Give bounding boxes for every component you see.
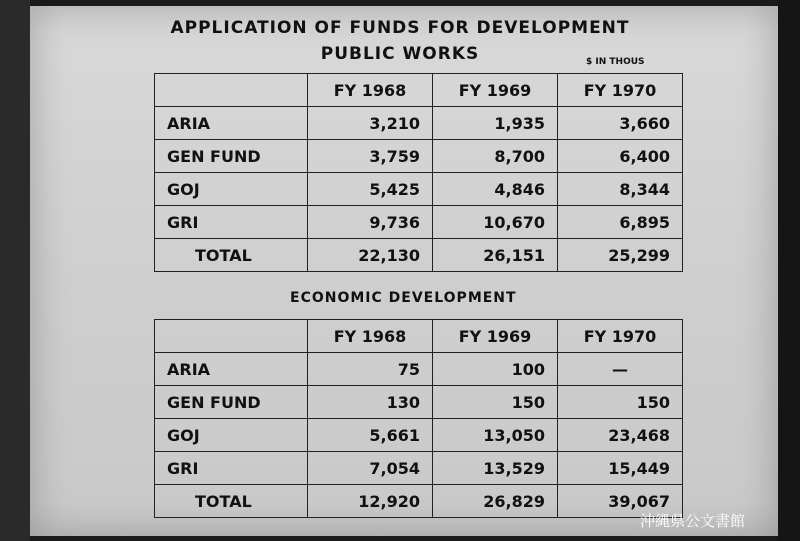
header-cell-empty xyxy=(155,320,308,353)
table-row xyxy=(155,353,683,386)
value-cell: 15,449 xyxy=(558,452,683,485)
total-cell: 25,299 xyxy=(558,239,683,272)
value-cell: 23,468 xyxy=(558,419,683,452)
row-label-total: TOTAL xyxy=(155,239,308,272)
value-cell-dash: — xyxy=(558,353,683,386)
row-label: ARIA xyxy=(155,107,308,140)
value-cell: 3,660 xyxy=(558,107,683,140)
table-row xyxy=(155,107,683,140)
header-cell: FY 1969 xyxy=(433,74,558,107)
table-row xyxy=(155,452,683,485)
value-cell: 9,736 xyxy=(308,206,433,239)
row-label: GEN FUND xyxy=(155,386,308,419)
total-row xyxy=(155,485,683,518)
total-cell: 26,151 xyxy=(433,239,558,272)
value-cell: 13,050 xyxy=(433,419,558,452)
table-header-row xyxy=(155,320,683,353)
table-row xyxy=(155,173,683,206)
unit-note: $ IN THOUS xyxy=(586,57,645,67)
header-cell-empty xyxy=(155,74,308,107)
table-header-row xyxy=(155,74,683,107)
value-cell: 8,700 xyxy=(433,140,558,173)
value-cell: 8,344 xyxy=(558,173,683,206)
value-cell: 6,895 xyxy=(558,206,683,239)
value-cell: 150 xyxy=(558,386,683,419)
value-cell: 100 xyxy=(433,353,558,386)
value-cell: 7,054 xyxy=(308,452,433,485)
total-cell: 22,130 xyxy=(308,239,433,272)
photo-border-right xyxy=(778,0,800,541)
row-label: GOJ xyxy=(155,173,308,206)
value-cell: 150 xyxy=(433,386,558,419)
value-cell: 13,529 xyxy=(433,452,558,485)
table-row xyxy=(155,386,683,419)
header-cell: FY 1969 xyxy=(433,320,558,353)
section-title-public-works: PUBLIC WORKS xyxy=(320,44,480,64)
value-cell: 4,846 xyxy=(433,173,558,206)
economic-development-table xyxy=(154,319,683,518)
header-cell: FY 1970 xyxy=(558,74,683,107)
table-row xyxy=(155,140,683,173)
value-cell: 6,400 xyxy=(558,140,683,173)
value-cell: 3,759 xyxy=(308,140,433,173)
header-cell: FY 1968 xyxy=(308,320,433,353)
value-cell: 3,210 xyxy=(308,107,433,140)
photo-border-left xyxy=(0,0,30,541)
total-cell: 39,067 xyxy=(558,485,683,518)
section-title-economic: ECONOMIC DEVELOPMENT xyxy=(290,290,517,306)
row-label: GEN FUND xyxy=(155,140,308,173)
row-label: GRI xyxy=(155,206,308,239)
value-cell: 75 xyxy=(308,353,433,386)
value-cell: 5,661 xyxy=(308,419,433,452)
row-label: GRI xyxy=(155,452,308,485)
header-cell: FY 1970 xyxy=(558,320,683,353)
row-label: GOJ xyxy=(155,419,308,452)
value-cell: 5,425 xyxy=(308,173,433,206)
main-title: APPLICATION OF FUNDS FOR DEVELOPMENT xyxy=(170,18,630,38)
header-cell: FY 1968 xyxy=(308,74,433,107)
table-row xyxy=(155,206,683,239)
public-works-table xyxy=(154,73,683,272)
value-cell: 1,935 xyxy=(433,107,558,140)
table-row xyxy=(155,419,683,452)
value-cell: 10,670 xyxy=(433,206,558,239)
row-label: ARIA xyxy=(155,353,308,386)
row-label-total: TOTAL xyxy=(155,485,308,518)
total-cell: 26,829 xyxy=(433,485,558,518)
value-cell: 130 xyxy=(308,386,433,419)
archive-watermark: 沖縄県公文書館 xyxy=(640,512,746,530)
total-row xyxy=(155,239,683,272)
total-cell: 12,920 xyxy=(308,485,433,518)
